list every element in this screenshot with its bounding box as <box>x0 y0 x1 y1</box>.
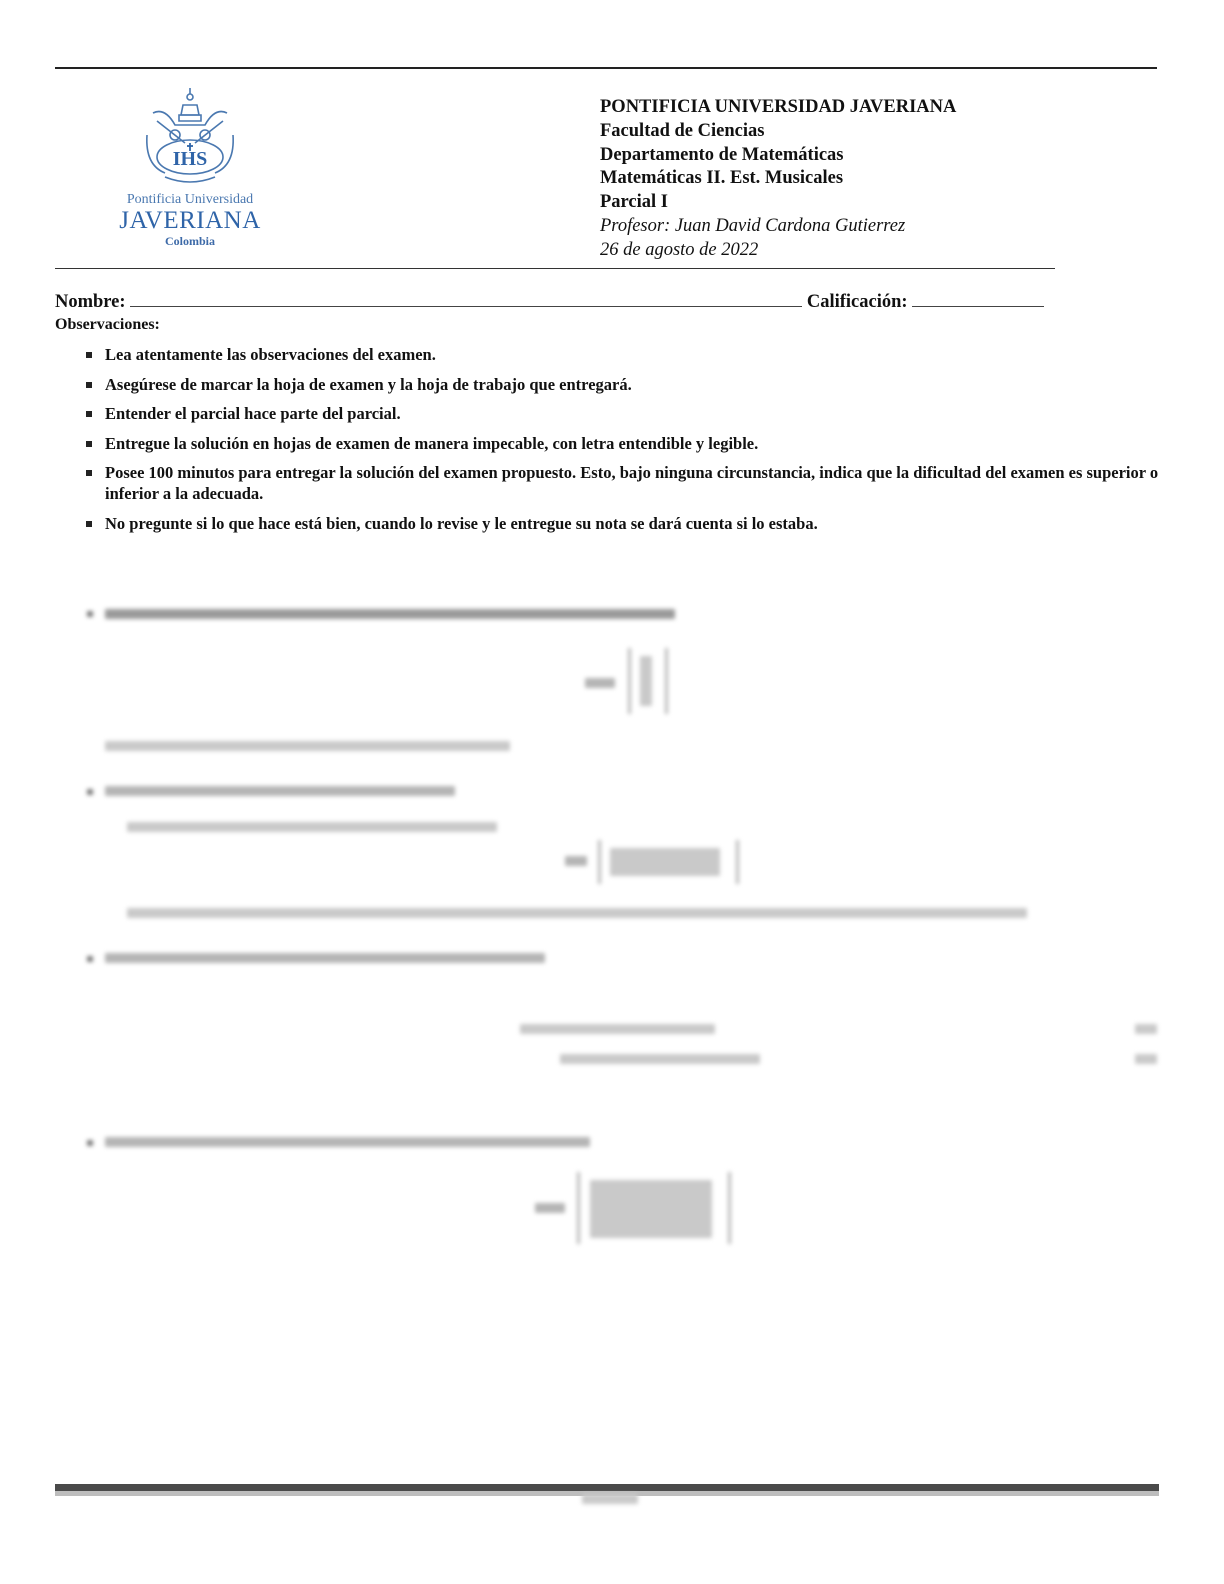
footer-bar <box>55 1484 1159 1491</box>
list-item: Posee 100 minutos para entregar la solución del examen propuesto. Esto, bajo ninguna circunstancia, indica que la dificultad del examen es superior o inferior a la adecuada. <box>85 462 1165 504</box>
course-name: Matemáticas II. Est. Musicales <box>600 168 844 189</box>
grade-colon: : <box>901 292 908 312</box>
list-item: No pregunte si lo que hace está bien, cuando lo revise y le entregue su nota se dará cuenta si lo estaba. <box>85 513 1165 534</box>
list-item: Entender el parcial hace parte del parcial. <box>85 403 1165 424</box>
logo-text-line2: JAVERIANA <box>119 207 261 234</box>
list-item: Asegúrese de marcar la hoja de examen y la hoja de trabajo que entregará. <box>85 374 1165 395</box>
professor-name: Profesor: Juan David Cardona Gutierrez <box>600 215 906 236</box>
logo-text-line3: Colombia <box>164 234 215 248</box>
list-item: Entregue la solución en hojas de examen de manera impecable, con letra entendible y legible. <box>85 433 1165 454</box>
logo-text-line1: Pontificia Universidad <box>126 192 254 207</box>
svg-text:IHS: IHS <box>172 148 208 170</box>
page-number-blurred <box>582 1494 638 1506</box>
exam-title: Parcial I <box>600 192 668 213</box>
university-name: PONTIFICIA UNIVERSIDAD JAVERIANA <box>600 97 957 117</box>
department-name: Departamento de Matemáticas <box>600 144 844 165</box>
exam-date: 26 de agosto de 2022 <box>600 239 759 260</box>
name-colon: : <box>119 292 126 312</box>
observations-title: Observaciones: <box>55 316 160 333</box>
name-label: Nombre <box>55 292 120 312</box>
grade-label: Calificación <box>806 292 902 312</box>
faculty-name: Facultad de Ciencias <box>600 120 765 141</box>
list-item: Lea atentamente las observaciones del examen. <box>85 344 1165 365</box>
